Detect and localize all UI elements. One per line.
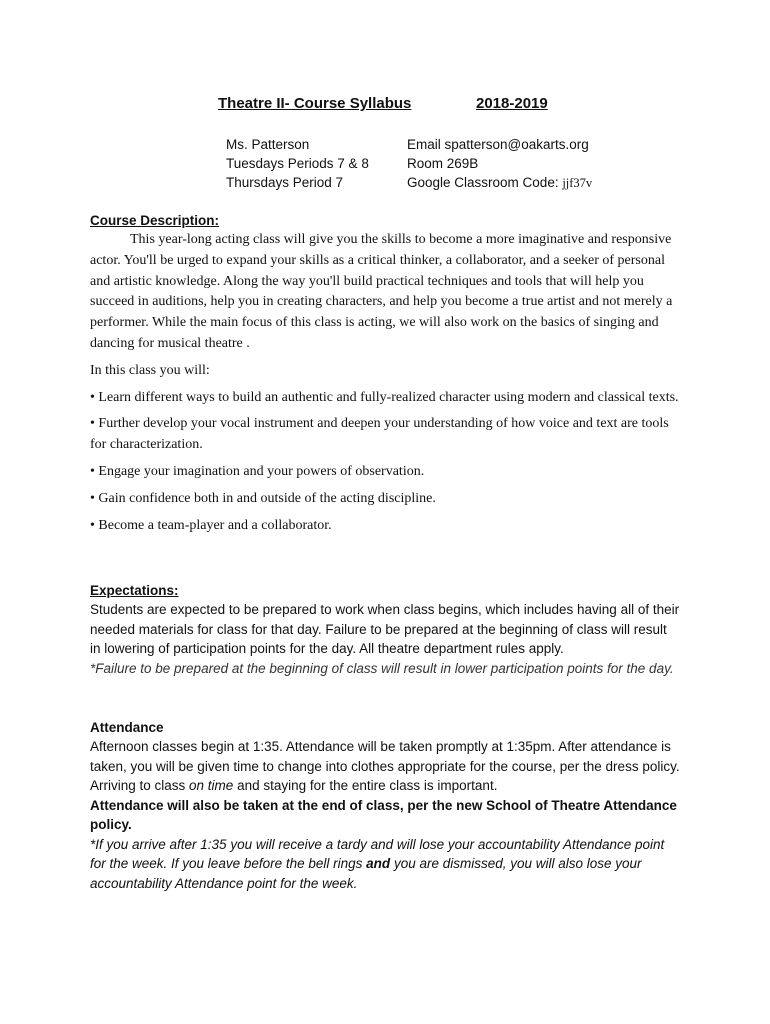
attendance-text (90, 737, 680, 796)
course-intro: In this class you will: (90, 362, 210, 378)
classroom-line (407, 173, 592, 193)
list-item: • Engage your imagination and your powers of observation. (90, 463, 425, 479)
attendance-note (90, 835, 680, 894)
course-description-section (90, 212, 680, 536)
contact-info (407, 135, 592, 193)
course-description-heading: Course Description: (90, 213, 220, 228)
classroom-code: jjf37v (562, 176, 593, 190)
attendance-note-a: *If you arrive after 1:35 you will receive a tardy and will lose your accountability Attendance point for the week. If you leave before the bell rings (90, 836, 665, 871)
list-item: • Learn different ways to build an authentic and fully-realized character using modern and classical texts. (90, 389, 679, 405)
attendance-text-emphasis: on time (189, 778, 234, 793)
classroom-label: Google Classroom Code: (407, 175, 563, 190)
attendance-heading: Attendance (90, 720, 164, 735)
attendance-policy: Attendance will also be taken at the end of class, per the new School of Theatre Attendance policy. (90, 797, 677, 832)
list-item: • Become a team-player and a collaborator. (90, 517, 332, 533)
expectations-section (90, 582, 680, 679)
school-year: 2018-2019 (476, 95, 548, 112)
schedule-thursday: Thursdays Period 7 (226, 175, 344, 190)
expectations-heading: Expectations: (90, 583, 179, 598)
teacher-info (226, 135, 369, 192)
schedule-tuesday: Tuesdays Periods 7 & 8 (226, 156, 369, 171)
page-title: Theatre II- Course Syllabus (218, 95, 412, 112)
attendance-text-b: and staying for the entire class is important. (233, 778, 498, 793)
email-line: Email spatterson@oakarts.org (407, 137, 589, 152)
list-item: • Gain confidence both in and outside of the acting discipline. (90, 490, 436, 506)
list-item: • Further develop your vocal instrument and deepen your understanding of how voice and text are tools for characterization. (90, 416, 669, 453)
attendance-note-b: you are dismissed, you will also lose your accountability Attendance point for the week. (90, 856, 642, 891)
attendance-section (90, 719, 680, 893)
attendance-note-bold: and (366, 856, 391, 871)
course-description-text: This year-long acting class will give you the skills to become a more imaginative and responsive actor. You'll be urged to expand your skills as a critical thinker, a collaborator, and a seeker of personal and artistic knowledge. Along the way you'll build practical techniques and tools that will help you succeed in auditions, help you in creating characters, and help you become a true artist and not merely a performer. While the main focus of this class is acting, we will also work on the basics of singing and dancing for musical theatre . (90, 232, 673, 351)
teacher-name: Ms. Patterson (226, 137, 310, 152)
room-line: Room 269B (407, 156, 479, 171)
expectations-text: Students are expected to be prepared to work when class begins, which includes having all of their needed materials for class for that day. Failure to be prepared at the beginning of class will result in lowering of participation points for the day. All theatre department rules apply. (90, 602, 680, 656)
expectations-note: *Failure to be prepared at the beginning of class will result in lower participation points for the day. (90, 660, 674, 676)
attendance-text-a: Afternoon classes begin at 1:35. Attendance will be taken promptly at 1:35pm. After attendance is taken, you will be given time to change into clothes appropriate for the course, per the dress policy. Arriving to class (90, 739, 680, 793)
